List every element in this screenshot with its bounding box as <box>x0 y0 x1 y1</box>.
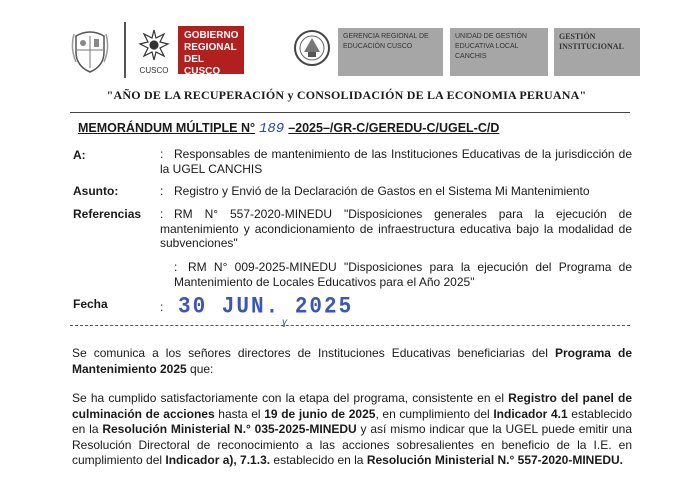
initials-mark: ɣ <box>282 317 288 328</box>
date-colon: : <box>160 300 164 314</box>
date-stamp: 30 JUN. 2025 <box>178 294 354 321</box>
reference-2 <box>174 260 632 289</box>
date-label: Fecha <box>73 297 108 311</box>
cusco-caption: CUSCO <box>139 66 169 75</box>
header-divider <box>124 22 126 78</box>
memo-suffix: –2025–/GR-C/GEREDU-C/UGEL-C/D <box>288 121 500 135</box>
subject-value <box>160 184 632 199</box>
cusco-logo-icon <box>134 26 174 78</box>
reference-1 <box>160 207 632 251</box>
ugel-box: UNIDAD DE GESTIÓN EDUCATIVA LOCAL CANCHIS <box>450 28 548 76</box>
gob-line-2: REGIONAL <box>184 42 237 53</box>
to-colon: : <box>160 147 164 161</box>
to-label: A: <box>73 148 86 162</box>
year-motto: "AÑO DE LA RECUPERACIÓN y CONSOLIDACIÓN DE LA ECONOMIA PERUANA" <box>106 88 587 102</box>
p2-text-i: y así mismo indicar que la UGEL puede emitir una Resolución Directoral de reconocimiento a las acciones sobresalientes en beneficio de la I.E. en cumplimiento del <box>72 422 632 467</box>
paragraph-2 <box>72 391 632 469</box>
p2-text-a: Se ha cumplido satisfactoriamente con la etapa del programa, consistente en el <box>72 391 509 405</box>
reference-1-colon: : <box>160 207 164 221</box>
to-text: Responsables de mantenimiento de las Instituciones Educativas de la jurisdicción de la UGEL CANCHIS <box>160 147 632 176</box>
fields-divider <box>70 325 630 326</box>
subject-text: Registro y Envió de la Declaración de Gastos en el Sistema Mi Mantenimiento <box>174 184 590 198</box>
reference-2-colon: : <box>174 260 178 274</box>
subject-colon: : <box>160 184 164 198</box>
letterhead <box>70 22 660 80</box>
reference-2-text: RM N° 009-2025-MINEDU "Disposiciones para la ejecución del Programa de Mantenimiento de Locales Educativos para el Año 2025" <box>174 260 632 289</box>
p1-program: Programa de Mantenimiento 2025 <box>72 346 632 376</box>
memo-title <box>78 121 499 137</box>
p2-indicator-41: Indicador 4.1 <box>493 406 568 421</box>
p2-text-g: establecido en la <box>72 406 633 436</box>
p2-date: 19 de junio de 2025 <box>264 406 376 421</box>
gerencia-regional-box: GERENCIA REGIONAL DE EDUCACIÓN CUSCO <box>338 28 443 76</box>
p2-text-k: establecido en la <box>270 453 367 467</box>
gob-line-3: DEL CUSCO <box>184 54 221 77</box>
p2-text-c: hasta el <box>214 406 265 421</box>
p2-text-e: , en cumplimiento del <box>375 406 494 421</box>
subject-label: Asunto: <box>73 184 119 198</box>
peru-coat-of-arms-icon <box>70 26 110 74</box>
references-label: Referencias <box>73 207 142 221</box>
p2-rm-557: Resolución Ministerial N.° 557-2020-MINEDU. <box>366 453 624 467</box>
reference-1-text: RM N° 557-2020-MINEDU "Disposiciones generales para la ejecución de mantenimiento y acondicionamiento de infraestructura educativa bajo la modalidad de subvenciones" <box>160 207 632 250</box>
gestion-institucional-box: GESTIÓN INSTITUCIONAL <box>554 28 640 76</box>
paragraph-1 <box>72 346 632 377</box>
to-value <box>160 147 632 176</box>
gerencia-seal-icon <box>292 24 332 76</box>
gobierno-regional-box <box>178 26 244 77</box>
motto-divider <box>70 112 630 113</box>
p1-text-c: que: <box>186 361 214 376</box>
memo-prefix: MEMORÁNDUM MÚLTIPLE N° <box>78 121 255 135</box>
p2-indicator-a: Indicador a), 7.1.3. <box>165 453 271 467</box>
p2-registro: Registro del panel de culminación de acciones <box>72 391 633 421</box>
memo-number: 189 <box>258 121 285 137</box>
gob-line-1: GOBIERNO <box>184 30 239 41</box>
p2-rm-035: Resolución Ministerial N.° 035-2025-MINEDU <box>102 422 357 436</box>
p1-text-a: Se comunica a los señores directores de Instituciones Educativas beneficiarias del <box>72 346 555 360</box>
